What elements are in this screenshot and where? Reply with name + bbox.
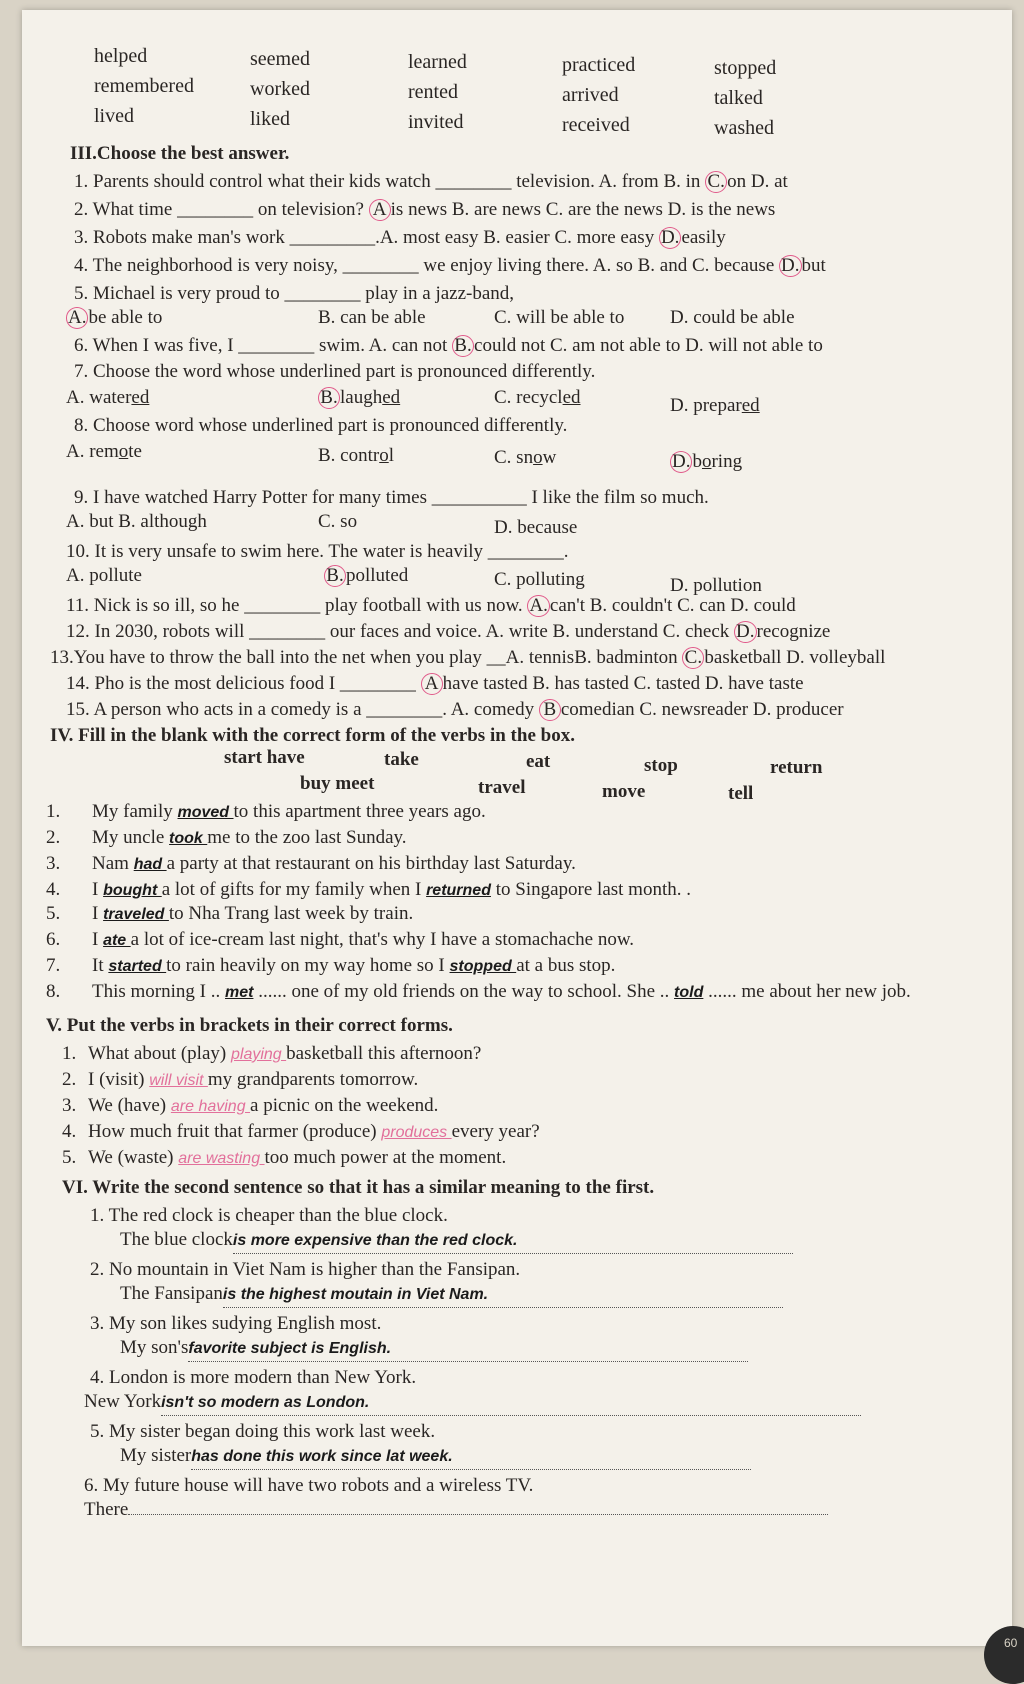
pink-handwritten-answer: are wasting bbox=[178, 1150, 265, 1167]
verb-grid-word: liked bbox=[250, 108, 290, 130]
item-text: This morning I .. bbox=[92, 981, 221, 1002]
answer-start: The Fansipan bbox=[120, 1283, 223, 1304]
handwritten-answer: is more expensive than the red clock. bbox=[232, 1232, 518, 1249]
item-number: 1. bbox=[62, 1043, 77, 1064]
item-text: a lot of gifts for my family when I bbox=[161, 879, 422, 900]
handwritten-answer: moved bbox=[177, 804, 234, 821]
item-number: 7. bbox=[46, 955, 61, 976]
item-text: I (visit) bbox=[88, 1069, 145, 1090]
handwritten-answer: had bbox=[133, 856, 167, 873]
question-5-options: A. be able to B. can be able C. will be able to D. could be able bbox=[68, 307, 795, 328]
rewrite-question: 2. No mountain in Viet Nam is higher than the Fansipan. bbox=[90, 1259, 521, 1280]
question-8: 8. Choose word whose underlined part is pronounced differently. bbox=[74, 415, 568, 436]
item-text: We (waste) bbox=[88, 1147, 174, 1168]
fill-blank-item bbox=[46, 954, 615, 979]
verb-form-item bbox=[62, 1146, 506, 1171]
answer-circle: C. bbox=[682, 647, 704, 669]
verb-grid-word: lived bbox=[94, 105, 134, 127]
verb-grid-word: worked bbox=[250, 78, 310, 100]
dotted-answer-line bbox=[188, 1336, 748, 1362]
box-word: buy meet bbox=[300, 773, 375, 794]
item-text: I bbox=[92, 879, 99, 900]
question-12: 12. In 2030, robots will ________ our faces and voice. A. write B. understand C. check D. recognize bbox=[66, 621, 831, 642]
item-text: It bbox=[92, 955, 104, 976]
box-word: eat bbox=[526, 751, 551, 772]
item-text: My family bbox=[92, 801, 173, 822]
box-word: return bbox=[770, 757, 823, 778]
item-text: a party at that restaurant on his birthday last Saturday. bbox=[166, 853, 576, 874]
handwritten-answer: favorite subject is English. bbox=[188, 1340, 392, 1357]
question-5: 5. Michael is very proud to ________ play in a jazz-band, bbox=[74, 283, 515, 304]
question-10: 10. It is very unsafe to swim here. The water is heavily ________. bbox=[66, 541, 569, 562]
pink-handwritten-answer: will visit bbox=[149, 1072, 208, 1089]
handwritten-answer: told bbox=[674, 984, 704, 1001]
item-number: 2. bbox=[62, 1069, 77, 1090]
page-number-badge: 60 bbox=[984, 1626, 1024, 1684]
question-6: 6. When I was five, I ________ swim. A. can not B. could not C. am not able to D. will not able to bbox=[74, 335, 823, 356]
answer-circle: B bbox=[539, 699, 561, 721]
item-number: 3. bbox=[46, 853, 61, 874]
item-text: a lot of ice-cream last night, that's why I have a stomachache now. bbox=[130, 929, 635, 950]
dotted-answer-line bbox=[233, 1228, 793, 1254]
fill-blank-item bbox=[46, 928, 634, 953]
answer-circle: A bbox=[369, 199, 391, 221]
answer-circle: B. bbox=[452, 335, 474, 357]
answer-circle: D. bbox=[672, 451, 691, 472]
question-15: 15. A person who acts in a comedy is a ________. A. comedy B comedian C. newsreader D. producer bbox=[66, 699, 844, 720]
verb-grid-word: helped bbox=[94, 45, 148, 67]
item-text: my grandparents tomorrow. bbox=[207, 1069, 419, 1090]
question-2: 2. What time ________ on television? A is news B. are news C. are the news D. is the news bbox=[74, 199, 776, 220]
rewrite-answer-line bbox=[120, 1336, 748, 1362]
question-13: 13.You have to throw the ball into the net when you play __A. tennisB. badminton C. basketball D. volleyball bbox=[50, 647, 886, 668]
verb-grid-word: arrived bbox=[562, 84, 619, 106]
verb-grid-word: rented bbox=[408, 81, 458, 103]
rewrite-answer-line bbox=[120, 1282, 783, 1308]
answer-circle: D. bbox=[660, 227, 680, 248]
item-text: ...... one of my old friends on the way to school. She .. bbox=[258, 981, 670, 1002]
item-number: 3. bbox=[62, 1095, 77, 1116]
item-text: to Singapore last month. . bbox=[495, 879, 691, 900]
question-3: 3. Robots make man's work _________.A. most easy B. easier C. more easy D. easily bbox=[74, 227, 726, 248]
handwritten-answer: bought bbox=[103, 882, 162, 899]
answer-circle: C. bbox=[705, 171, 727, 193]
item-number: 6. bbox=[46, 929, 61, 950]
box-word: stop bbox=[644, 755, 678, 776]
item-text: basketball this afternoon? bbox=[286, 1043, 482, 1064]
fill-blank-item bbox=[46, 902, 413, 927]
verb-grid-word: talked bbox=[714, 87, 763, 109]
worksheet-page bbox=[22, 10, 1018, 1650]
handwritten-answer: returned bbox=[426, 882, 491, 899]
answer-circle: A. bbox=[529, 595, 548, 616]
handwritten-answer: is the highest moutain in Viet Nam. bbox=[222, 1286, 489, 1303]
handwritten-answer: has done this work since lat week. bbox=[191, 1448, 453, 1465]
verb-grid-word: stopped bbox=[714, 57, 777, 79]
handwritten-answer: stopped bbox=[449, 958, 517, 975]
verb-grid-word: received bbox=[562, 114, 630, 136]
question-7-options: A. watered B. laughed C. recycled D. prepared bbox=[66, 387, 760, 416]
answer-start: There bbox=[84, 1499, 129, 1520]
item-text: How much fruit that farmer (produce) bbox=[88, 1121, 377, 1142]
question-10-options: A. pollute B. polluted C. polluting D. pollution bbox=[66, 565, 762, 596]
question-8-options: A. remote B. control C. snow D. boring bbox=[66, 441, 743, 472]
answer-circle: B. bbox=[324, 565, 346, 587]
handwritten-answer: met bbox=[225, 984, 254, 1001]
item-text: at a bus stop. bbox=[516, 955, 616, 976]
verb-form-item bbox=[62, 1068, 418, 1093]
item-text: too much power at the moment. bbox=[264, 1147, 507, 1168]
item-text: Nam bbox=[92, 853, 129, 874]
item-text: me to the zoo last Sunday. bbox=[207, 827, 407, 848]
handwritten-answer: isn't so modern as London. bbox=[161, 1394, 370, 1411]
section-3-title: III.Choose the best answer. bbox=[70, 143, 290, 164]
question-14: 14. Pho is the most delicious food I ________ A have tasted B. has tasted C. tasted D. have taste bbox=[66, 673, 804, 694]
answer-circle: A. bbox=[68, 307, 87, 328]
dotted-answer-line bbox=[161, 1390, 861, 1416]
item-number: 5. bbox=[46, 903, 61, 924]
question-11: 11. Nick is so ill, so he ________ play football with us now. A. can't B. couldn't C. can D. could bbox=[66, 595, 796, 616]
rewrite-question: 3. My son likes sudying English most. bbox=[90, 1313, 382, 1334]
box-word: tell bbox=[728, 783, 754, 804]
verb-grid-word: remembered bbox=[94, 75, 194, 97]
item-text: What about (play) bbox=[88, 1043, 227, 1064]
pink-handwritten-answer: playing bbox=[230, 1046, 287, 1063]
pink-handwritten-answer: are having bbox=[170, 1098, 251, 1115]
section-4-title: IV. Fill in the blank with the correct form of the verbs in the box. bbox=[50, 725, 575, 746]
item-number: 5. bbox=[62, 1147, 77, 1168]
handwritten-answer: took bbox=[169, 830, 208, 847]
question-1: 1. Parents should control what their kids watch ________ television. A. from B. in C. on D. at bbox=[74, 171, 788, 192]
fill-blank-item bbox=[46, 826, 407, 851]
handwritten-answer: started bbox=[108, 958, 167, 975]
item-text: I bbox=[92, 929, 99, 950]
verb-grid-word: invited bbox=[408, 111, 464, 133]
item-number: 4. bbox=[46, 879, 61, 900]
fill-blank-item bbox=[46, 980, 911, 1005]
section-5-title: V. Put the verbs in brackets in their correct forms. bbox=[46, 1015, 453, 1036]
item-number: 2. bbox=[46, 827, 61, 848]
answer-circle: D. bbox=[781, 255, 800, 276]
box-word: move bbox=[602, 781, 646, 802]
verb-grid-word: seemed bbox=[250, 48, 310, 70]
answer-circle: A bbox=[421, 673, 443, 695]
item-number: 8. bbox=[46, 981, 61, 1002]
item-text: ...... me about her new job. bbox=[708, 981, 911, 1002]
rewrite-answer-line bbox=[84, 1390, 861, 1416]
item-text: to rain heavily on my way home so I bbox=[166, 955, 445, 976]
handwritten-answer: traveled bbox=[103, 906, 169, 923]
rewrite-answer-line bbox=[84, 1498, 828, 1522]
item-number: 1. bbox=[46, 801, 61, 822]
question-7: 7. Choose the word whose underlined part is pronounced differently. bbox=[74, 361, 596, 382]
item-text: to this apartment three years ago. bbox=[233, 801, 486, 822]
question-9-options: A. but B. although C. so D. because bbox=[66, 511, 578, 538]
item-text: every year? bbox=[451, 1121, 540, 1142]
answer-start: The blue clock bbox=[120, 1229, 233, 1250]
item-text: My uncle bbox=[92, 827, 165, 848]
verb-form-item bbox=[62, 1120, 540, 1145]
section-6-title: VI. Write the second sentence so that it has a similar meaning to the first. bbox=[62, 1177, 655, 1198]
answer-start: My sister bbox=[120, 1445, 192, 1466]
rewrite-answer-line bbox=[120, 1228, 793, 1254]
rewrite-question: 1. The red clock is cheaper than the blue clock. bbox=[90, 1205, 448, 1226]
item-text: to Nha Trang last week by train. bbox=[168, 903, 414, 924]
verb-form-item bbox=[62, 1042, 481, 1067]
verb-grid-word: washed bbox=[714, 117, 774, 139]
verb-grid-word: learned bbox=[408, 51, 467, 73]
item-text: a picnic on the weekend. bbox=[250, 1095, 439, 1116]
rewrite-answer-line bbox=[120, 1444, 751, 1470]
fill-blank-item bbox=[46, 878, 691, 903]
verb-grid-word: practiced bbox=[562, 54, 636, 76]
dotted-answer-line bbox=[128, 1514, 828, 1515]
question-4: 4. The neighborhood is very noisy, ________ we enjoy living there. A. so B. and C. because D. but bbox=[74, 255, 826, 276]
dotted-answer-line bbox=[191, 1444, 751, 1470]
handwritten-answer: ate bbox=[103, 932, 131, 949]
item-text: We (have) bbox=[88, 1095, 167, 1116]
fill-blank-item bbox=[46, 800, 486, 825]
answer-start: New York bbox=[84, 1391, 162, 1412]
box-word: take bbox=[384, 749, 419, 770]
box-word: start have bbox=[224, 747, 305, 768]
answer-circle: D. bbox=[736, 621, 755, 642]
question-9: 9. I have watched Harry Potter for many times __________ I like the film so much. bbox=[74, 487, 709, 508]
dotted-answer-line bbox=[223, 1282, 783, 1308]
answer-start: My son's bbox=[120, 1337, 189, 1358]
verb-form-item bbox=[62, 1094, 438, 1119]
item-text: I bbox=[92, 903, 99, 924]
fill-blank-item bbox=[46, 852, 576, 877]
answer-circle: B. bbox=[318, 387, 340, 409]
rewrite-question: 5. My sister began doing this work last week. bbox=[90, 1421, 436, 1442]
box-word: travel bbox=[478, 777, 526, 798]
rewrite-question: 6. My future house will have two robots and a wireless TV. bbox=[84, 1475, 534, 1496]
item-number: 4. bbox=[62, 1121, 77, 1142]
pink-handwritten-answer: produces bbox=[381, 1124, 452, 1141]
rewrite-question: 4. London is more modern than New York. bbox=[90, 1367, 417, 1388]
